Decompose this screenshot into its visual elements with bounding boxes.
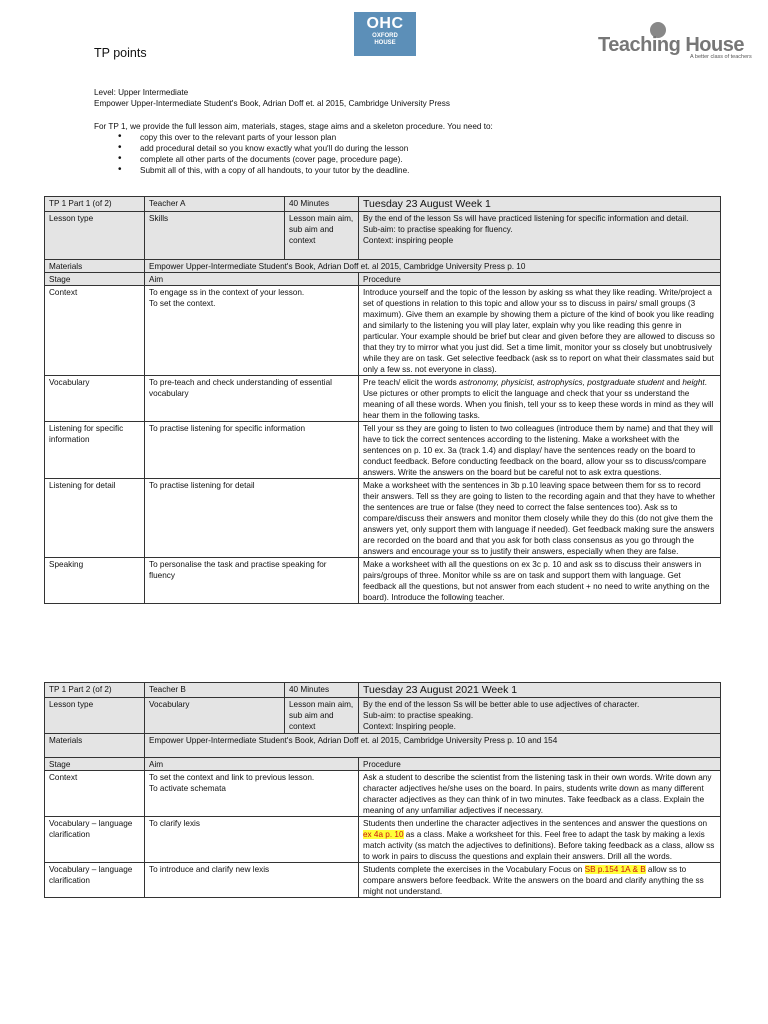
- teaching-house-name: Teaching House: [598, 34, 744, 56]
- lesson-type-value: Skills: [145, 212, 285, 260]
- stage-name: Listening for specific information: [45, 422, 145, 479]
- ohc-logo-line1: OXFORD: [372, 33, 398, 39]
- table-row: [45, 212, 721, 260]
- exercise-reference: ex 4a p. 10: [363, 830, 404, 839]
- col-aim: Aim: [145, 273, 359, 286]
- date-label: Tuesday 23 August Week 1: [359, 197, 721, 212]
- col-stage: Stage: [45, 273, 145, 286]
- teacher-label: Teacher B: [145, 683, 285, 698]
- stage-procedure: [359, 817, 721, 863]
- context: Context: Inspiring people.: [363, 722, 456, 731]
- table-row: [45, 376, 721, 422]
- vocabulary-word: height: [682, 378, 705, 387]
- ohc-logo-text: OHC: [366, 15, 404, 32]
- teacher-label: Teacher A: [145, 197, 285, 212]
- col-procedure: Procedure: [359, 273, 721, 286]
- stage-aim: To pre-teach and check understanding of essential vocabulary: [145, 376, 359, 422]
- stage-name: Vocabulary – language clarification: [45, 863, 145, 898]
- table-row: [45, 758, 721, 771]
- aim-label: Lesson main aim, sub aim and context: [285, 698, 359, 734]
- duration-label: 40 Minutes: [285, 683, 359, 698]
- stage-procedure: Make a worksheet with all the questions on ex 3c p. 10 and ask ss to discuss their answers in pairs/groups of three. Monitor while ss are on task and support them with language. Get feedback all the questions, but not answer from each student + no need to write anything on the board). Introduce the following teacher.: [359, 558, 721, 604]
- duration-label: 40 Minutes: [285, 197, 359, 212]
- list-item: • add procedural detail so you know exactly what you'll do during the lesson: [118, 143, 714, 154]
- stage-procedure: [359, 863, 721, 898]
- table-row: [45, 771, 721, 817]
- tp-label: TP 1 Part 2 (of 2): [45, 683, 145, 698]
- stage-procedure: Introduce yourself and the topic of the lesson by asking ss what they like reading. Write/project a set of questions in relation to this topic and allow your ss to discuss in pairs/ small groups (3 maximum). Give them an example by showing them a picture of the kind of book you like reading and similarly to the listening you will play later, explain why you like reading this genre in particular. Your example should be brief but clear and given before they are allowed to discuss so that they try to mirror what you just did. Set a time limit, monitor your ss closely but unobtrusively while they are on task. Get selective feedback (ask ss to report on what their classmates said but only a few ss. not everyone in class).: [359, 286, 721, 376]
- aim-cell: [359, 698, 721, 734]
- procedure-text: Pre teach/ elicit the words: [363, 378, 460, 387]
- list-item: • Submit all of this, with a copy of all handouts, to your tutor by the deadline.: [118, 165, 714, 176]
- stage-aim: To introduce and clarify new lexis: [145, 863, 359, 898]
- stage-aim: To clarify lexis: [145, 817, 359, 863]
- aim-label: Lesson main aim, sub aim and context: [285, 212, 359, 260]
- materials-value: Empower Upper-Intermediate Student's Book, Adrian Doff et. al 2015, Cambridge University Press p. 10: [145, 260, 721, 273]
- table-row: [45, 260, 721, 273]
- stage-aim: To engage ss in the context of your lesson. To set the context.: [145, 286, 359, 376]
- list-item: • complete all other parts of the documents (cover page, procedure page).: [118, 154, 714, 165]
- stage-aim: To practise listening for detail: [145, 479, 359, 558]
- sub-aim: Sub-aim: to practise speaking for fluency.: [363, 225, 513, 234]
- col-procedure: Procedure: [359, 758, 721, 771]
- materials-value: Empower Upper-Intermediate Student's Book, Adrian Doff et. al 2015, Cambridge University Press p. 10 and 154: [145, 734, 721, 758]
- table-row: [45, 422, 721, 479]
- col-aim: Aim: [145, 758, 359, 771]
- table-row: [45, 698, 721, 734]
- table-row: [45, 197, 721, 212]
- exercise-reference: SB p.154 1A & B: [584, 865, 646, 874]
- stage-aim: To set the context and link to previous lesson. To activate schemata: [145, 771, 359, 817]
- stage-name: Context: [45, 286, 145, 376]
- aim-cell: [359, 212, 721, 260]
- lesson-plan-table-part1: [44, 196, 721, 604]
- main-aim: By the end of the lesson Ss will be better able to use adjectives of character.: [363, 700, 640, 709]
- stage-name: Speaking: [45, 558, 145, 604]
- procedure-text: allow ss to compare answers before feedback. Write the answers on the board and clarify anything the ss might not understand.: [363, 865, 704, 896]
- procedure-text: Students complete the exercises in the Vocabulary Focus on: [363, 865, 585, 874]
- lesson-plan-table-part2: [44, 682, 721, 898]
- stage-name: Listening for detail: [45, 479, 145, 558]
- col-stage: Stage: [45, 758, 145, 771]
- procedure-text: as a class. Make a worksheet for this. Feel free to adapt the task by making a lexis match activity (ss match the adjectives to definitions). Before taking feedback as a class, allow ss to work in pairs to discuss the questions and explain their answers. Drill all the words.: [363, 830, 715, 861]
- teaching-house-tagline: A better class of teachers: [690, 54, 752, 60]
- lesson-type-value: Vocabulary: [145, 698, 285, 734]
- table-row: [45, 273, 721, 286]
- stage-aim: To personalise the task and practise speaking for fluency: [145, 558, 359, 604]
- ohc-logo-line2: HOUSE: [374, 40, 396, 46]
- list-item: • copy this over to the relevant parts of your lesson plan: [118, 132, 714, 143]
- stage-name: Vocabulary – language clarification: [45, 817, 145, 863]
- materials-label: Materials: [45, 734, 145, 758]
- lesson-type-label: Lesson type: [45, 212, 145, 260]
- table-row: [45, 558, 721, 604]
- stage-procedure: Ask a student to describe the scientist from the listening task in their own words. Write down any character adjectives he/she uses on the board. In pairs, students write down as many different character adjectives as they can think of in two minutes. Take feedback as a class. Explain the meaning of any unfamiliar adjectives if necessary.: [359, 771, 721, 817]
- stage-procedure: Make a worksheet with the sentences in 3b p.10 leaving space between them for ss to record their answers. Tell ss they are going to listen to the recording again and that they have to whether the sentences are true or false (they need to correct the false sentences too). Ask ss to compare/discuss their answers and monitor them closely while they do this (do not give them the answers yet, only support them with language if needed). Get feedback making sure the answers are recorded on the board and that you ask for both class consensus as you go through the answers and encourage your ss to justify their answers, especially when they are false.: [359, 479, 721, 558]
- context: Context: inspiring people: [363, 236, 454, 245]
- date-label: Tuesday 23 August 2021 Week 1: [359, 683, 721, 698]
- procedure-text: Students then underline the character adjectives in the sentences and answer the questions on: [363, 819, 708, 828]
- table-row: [45, 683, 721, 698]
- vocabulary-words: astronomy, physicist, astrophysics, postgraduate student: [459, 378, 665, 387]
- lesson-type-label: Lesson type: [45, 698, 145, 734]
- stage-procedure: [359, 376, 721, 422]
- sub-aim: Sub-aim: to practise speaking.: [363, 711, 474, 720]
- intro-section: [94, 87, 714, 176]
- table-row: [45, 479, 721, 558]
- procedure-text: . Use pictures or other prompts to elicit the language and check that your ss understand the meaning of all these words. When you finish, tell your ss to keep these words in mind as they will hear them in the following tasks.: [363, 378, 714, 420]
- instruction-list: [94, 132, 714, 176]
- stage-procedure: Tell your ss they are going to listen to two colleagues (introduce them by name) and that they will have to tick the correct sentences according to the listening. Make a worksheet with the sentences on p. 10 ex. 3a (track 1.4) and display/ have the sentences ready on the board to conduct feedback. Before conducting feedback on the board, allow your ss to discuss/compare answers. Write the answers on the board but be careful not to ask extra questions.: [359, 422, 721, 479]
- book-line: Empower Upper-Intermediate Student's Book, Adrian Doff et. al 2015, Cambridge University Press: [94, 99, 450, 108]
- stage-name: Context: [45, 771, 145, 817]
- materials-label: Materials: [45, 260, 145, 273]
- teaching-house-logo: [598, 22, 763, 62]
- procedure-text: and: [664, 378, 683, 387]
- page-title: TP points: [94, 46, 147, 60]
- tp-label: TP 1 Part 1 (of 2): [45, 197, 145, 212]
- stage-aim: To practise listening for specific information: [145, 422, 359, 479]
- table-row: [45, 817, 721, 863]
- table-row: [45, 863, 721, 898]
- ohc-logo: [354, 12, 416, 56]
- stage-name: Vocabulary: [45, 376, 145, 422]
- main-aim: By the end of the lesson Ss will have practiced listening for specific information and detail.: [363, 214, 689, 223]
- table-row: [45, 286, 721, 376]
- intro-lead: For TP 1, we provide the full lesson aim, materials, stages, stage aims and a skeleton procedure. You need to:: [94, 122, 493, 131]
- level-line: Level: Upper Intermediate: [94, 88, 189, 97]
- table-row: [45, 734, 721, 758]
